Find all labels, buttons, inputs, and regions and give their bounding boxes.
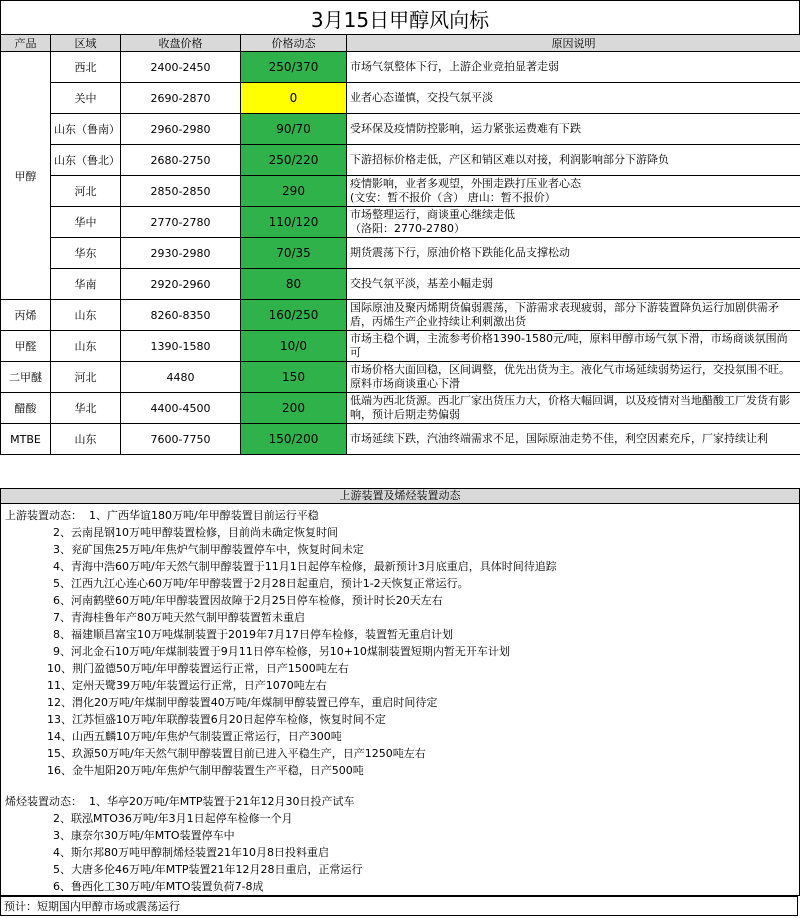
region-cell: 华南 xyxy=(51,269,121,300)
reason-cell: 业者心态谨慎，交投气氛平淡 xyxy=(347,83,800,114)
region-cell: 山东（鲁北） xyxy=(51,145,121,176)
section-title: 上游装置及烯烃装置动态 xyxy=(0,488,800,504)
olefin-label: 烯烃装置动态： xyxy=(5,795,82,808)
reason-cell: 市场延续下跌，汽油终端需求不足，国际原油走势不佳，利空因素充斥，厂家持续让利 xyxy=(347,424,800,455)
product-cell: 甲醛 xyxy=(1,331,51,362)
reason-cell: 国际原油及聚丙烯期货偏弱震荡，下游需求表现疲弱，部分下游装置降负运行加剧供需矛盾，丙烯生产企业持续让利刺激出货 xyxy=(347,300,800,331)
upstream-item: 16、金牛旭阳20万吨/年焦炉气制甲醇装置生产平稳，日产500吨 xyxy=(47,764,364,777)
price-cell: 2960-2980 xyxy=(121,114,241,145)
table-row xyxy=(1,424,800,455)
olefin-item: 6、鲁西化工30万吨/年MTO装置负荷7-8成 xyxy=(53,880,264,893)
upstream-item: 8、福建顺昌富宝10万吨煤制装置于2019年7月17日停车检修，装置暂无重启计划 xyxy=(53,628,453,641)
region-cell: 山东（鲁南） xyxy=(51,114,121,145)
olefin-item: 3、康奈尔30万吨/年MTO装置停车中 xyxy=(53,829,235,842)
change-cell: 0 xyxy=(241,83,347,114)
olefin-item: 4、斯尔邦80万吨甲醇制烯烃装置21年10月8日投料重启 xyxy=(53,846,329,859)
region-cell: 华东 xyxy=(51,238,121,269)
table-row xyxy=(1,269,800,300)
reason-cell: 交投气氛平淡，基差小幅走弱 xyxy=(347,269,800,300)
upstream-item: 15、玖源50万吨/年天然气制甲醇装置目前已进入平稳生产，日产1250吨左右 xyxy=(47,747,426,760)
price-cell: 4400-4500 xyxy=(121,393,241,424)
olefin-item: 5、大唐多伦46万吨/年MTP装置21年12月28日重启，正常运行 xyxy=(53,863,363,876)
change-cell: 90/70 xyxy=(241,114,347,145)
upstream-item: 3、兖矿国焦25万吨/年焦炉气制甲醇装置停车中，恢复时间未定 xyxy=(53,543,364,556)
reason-cell: 市场整理运行，商谈重心继续走低 （洛阳：2770-2780） xyxy=(347,207,800,238)
region-cell: 山东 xyxy=(51,300,121,331)
price-cell: 2930-2980 xyxy=(121,238,241,269)
change-cell: 290 xyxy=(241,176,347,207)
upstream-item: 4、青海中浩60万吨/年天然气制甲醇装置于11月1日起停车检修，最新预计3月底重启，具体时间待追踪 xyxy=(53,560,557,573)
table-row xyxy=(1,52,800,83)
table-header-row xyxy=(1,35,800,52)
price-cell: 2920-2960 xyxy=(121,269,241,300)
change-cell: 80 xyxy=(241,269,347,300)
price-cell: 1390-1580 xyxy=(121,331,241,362)
upstream-item: 6、河南鹤壁60万吨/年甲醇装置因故障于2月25日停车检修，预计时长20天左右 xyxy=(53,594,443,607)
reason-cell: 受环保及疫情防控影响，运力紧张运费难有下跌 xyxy=(347,114,800,145)
price-table xyxy=(0,34,800,455)
header-reason: 原因说明 xyxy=(347,35,800,52)
change-cell: 200 xyxy=(241,393,347,424)
price-cell: 8260-8350 xyxy=(121,300,241,331)
price-cell: 2850-2850 xyxy=(121,176,241,207)
region-cell: 河北 xyxy=(51,176,121,207)
upstream-item: 5、江西九江心连心60万吨/年甲醇装置于2月28日起重启，预计1-2天恢复正常运行。 xyxy=(53,577,469,590)
olefin-item: 2、联泓MTO36万吨/年3月1日起停车检修一个月 xyxy=(53,812,293,825)
price-cell: 2770-2780 xyxy=(121,207,241,238)
region-cell: 西北 xyxy=(51,52,121,83)
table-row xyxy=(1,300,800,331)
product-cell: 丙烯 xyxy=(1,300,51,331)
table-row xyxy=(1,83,800,114)
header-price: 收盘价格 xyxy=(121,35,241,52)
table-row xyxy=(1,238,800,269)
region-cell: 关中 xyxy=(51,83,121,114)
price-cell: 2400-2450 xyxy=(121,52,241,83)
reason-cell: 疫情影响，业者多观望，外围走跌打压业者心态 (文安：暂不报价（含） 唐山：暂不报价） xyxy=(347,176,800,207)
upstream-item: 12、渭化20万吨/年煤制甲醇装置40万吨/年煤制甲醇装置已停车，重启时间待定 xyxy=(47,696,438,709)
table-row xyxy=(1,362,800,393)
product-cell: MTBE xyxy=(1,424,51,455)
reason-cell: 市场气氛整体下行，上游企业竞拍显著走弱 xyxy=(347,52,800,83)
upstream-item: 14、山西五麟10万吨/年焦炉气制装置正常运行，日产300吨 xyxy=(47,730,342,743)
price-cell: 7600-7750 xyxy=(121,424,241,455)
upstream-item: 10、荆门盈德50万吨/年甲醇装置运行正常，日产1500吨左右 xyxy=(47,662,349,675)
header-region: 区域 xyxy=(51,35,121,52)
product-methanol: 甲醇 xyxy=(1,52,51,300)
table-row xyxy=(1,145,800,176)
header-product: 产品 xyxy=(1,35,51,52)
olefin-item: 1、华亭20万吨/年MTP装置于21年12月30日投产试车 xyxy=(89,795,355,808)
upstream-item: 7、青海桂鲁年产80万吨天然气制甲醇装置暂未重启 xyxy=(53,611,305,624)
region-cell: 华北 xyxy=(51,393,121,424)
table-row xyxy=(1,331,800,362)
forecast-note: 预计：短期国内甲醇市场或震荡运行 xyxy=(0,896,798,916)
change-cell: 150/200 xyxy=(241,424,347,455)
plant-status-panel xyxy=(0,503,800,896)
table-row xyxy=(1,114,800,145)
change-cell: 70/35 xyxy=(241,238,347,269)
change-cell: 10/0 xyxy=(241,331,347,362)
region-cell: 山东 xyxy=(51,331,121,362)
region-cell: 山东 xyxy=(51,424,121,455)
table-row xyxy=(1,207,800,238)
reason-cell: 下游招标价格走低，产区和销区难以对接，利润影响部分下游降负 xyxy=(347,145,800,176)
table-row xyxy=(1,176,800,207)
price-cell: 2680-2750 xyxy=(121,145,241,176)
region-cell: 华中 xyxy=(51,207,121,238)
reason-cell: 期货震荡下行，原油价格下跌能化品支撑松动 xyxy=(347,238,800,269)
price-cell: 2690-2870 xyxy=(121,83,241,114)
page-title: 3月15日甲醇风向标 xyxy=(0,0,800,36)
product-cell: 醋酸 xyxy=(1,393,51,424)
price-cell: 4480 xyxy=(121,362,241,393)
reason-cell: 低端为西北货源。西北厂家出货压力大，价格大幅回调，以及疫情对当地醋酸工厂发货有影响，预计后期走势偏弱 xyxy=(347,393,800,424)
reason-cell: 市场价格大面回稳，区间调整，优先出货为主。液化气市场延续弱势运行，交投氛围不旺。原料市场商谈重心下滑 xyxy=(347,362,800,393)
reason-cell: 市场主稳个调，主流参考价格1390-1580元/吨，原料甲醇市场气氛下滑，市场商谈氛围尚可 xyxy=(347,331,800,362)
change-cell: 150 xyxy=(241,362,347,393)
table-row xyxy=(1,393,800,424)
region-cell: 河北 xyxy=(51,362,121,393)
upstream-item: 9、河北金石10万吨/年煤制装置于9月11日停车检修，另10+10煤制装置短期内暂无开车计划 xyxy=(53,645,510,658)
upstream-item: 2、云南昆钢10万吨甲醇装置检修，目前尚未确定恢复时间 xyxy=(53,526,338,539)
change-cell: 250/220 xyxy=(241,145,347,176)
header-change: 价格动态 xyxy=(241,35,347,52)
upstream-item: 1、广西华谊180万吨/年甲醇装置目前运行平稳 xyxy=(89,509,319,522)
upstream-item: 11、定州天鹭39万吨/年装置运行正常，日产1070吨左右 xyxy=(47,679,327,692)
change-cell: 160/250 xyxy=(241,300,347,331)
upstream-item: 13、江苏恒盛10万吨/年联醇装置6月20日起停车检修，恢复时间不定 xyxy=(47,713,386,726)
product-cell: 二甲醚 xyxy=(1,362,51,393)
change-cell: 110/120 xyxy=(241,207,347,238)
change-cell: 250/370 xyxy=(241,52,347,83)
upstream-label: 上游装置动态： xyxy=(5,509,82,522)
